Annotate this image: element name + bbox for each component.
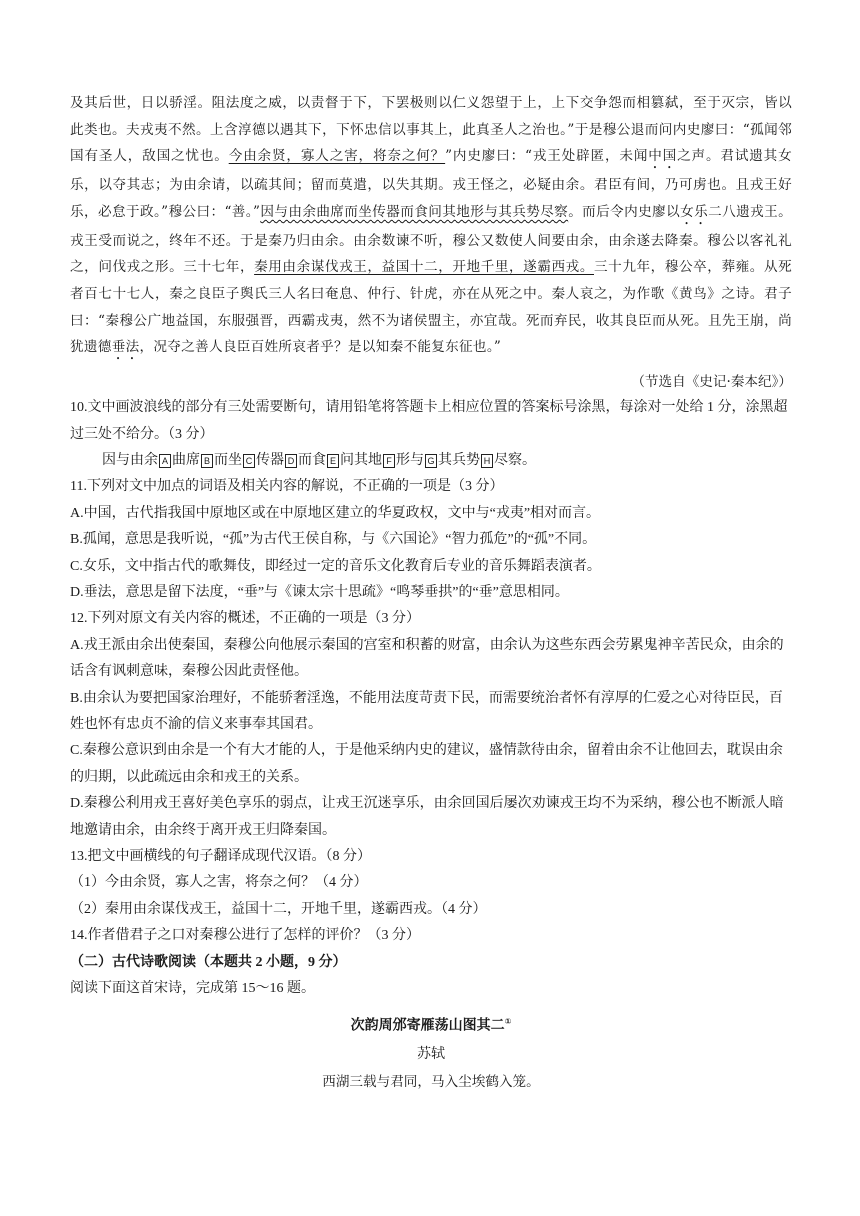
- question-12-option-a: A.戎王派由余出使秦国，秦穆公向他展示秦国的宫室和积蓄的财富，由余认为这些东西会劳累鬼神辛苦民众，由余的话含有讽刺意味，秦穆公因此责怪他。: [70, 637, 784, 680]
- answer-box-b[interactable]: B: [201, 454, 213, 468]
- passage-source: （节选自《史记·秦本纪》）: [631, 374, 792, 391]
- poem-line-1: 西湖三载与君同，马入尘埃鹤入笼。: [322, 1074, 540, 1091]
- question-11-stem: 11.下列对文中加点的词语及相关内容的解说，不正确的一项是（3 分）: [70, 479, 504, 495]
- question-11-option-c: C.女乐，文中指古代的歌舞伎，即经过一定的音乐文化教育后专业的音乐舞蹈表演者。: [70, 558, 601, 574]
- section-2-intro: 阅读下面这首宋诗，完成第 15～16 题。: [70, 981, 315, 997]
- question-12-option-b: B.由余认为要把国家治理好，不能骄奢淫逸，不能用法度苛责下民，而需要统治者怀有淳厚的仁爱之心对待臣民，百姓也怀有忠贞不渝的信义来事奉其国君。: [70, 690, 783, 733]
- question-11-option-d: D.垂法，意思是留下法度，“垂”与《谏太宗十思疏》“鸣琴垂拱”的“垂”意思相同。: [70, 585, 569, 600]
- question-10-stem: 10.文中画波浪线的部分有三处需要断句，请用铅笔将答题卡上相应位置的答案标号涂黑，每涂对一处给 1 分，涂黑超过三处不给分。（3 分）: [70, 400, 788, 442]
- question-13-item-2: （2）秦用由余谋伐戎王，益国十二，开地千里，遂霸西戎。（4 分）: [70, 901, 487, 917]
- question-14-stem: 14.作者借君子之口对秦穆公进行了怎样的评价？（3 分）: [70, 928, 420, 944]
- classical-passage: [70, 90, 792, 395]
- answer-box-e[interactable]: E: [327, 454, 339, 468]
- question-10-sentence: 因与由余 A 曲席 B 而坐 C 传器 D 而食 E 问其地 F 形与 G 其兵势 H 尽察。: [102, 452, 536, 468]
- question-13-stem: 13.把文中画横线的句子翻译成现代汉语。（8 分）: [70, 849, 371, 865]
- question-12-option-c: C.秦穆公意识到由余是一个有大才能的人，于是他采纳内史的建议，盛情款待由余，留着由余不让他回去，耽误由余的归期，以此疏远由余和戎王的关系。: [70, 743, 783, 785]
- question-11-option-b: B.孤闻，意思是我听说，“孤”为古代王侯自称，与《六国论》“智力孤危”的“孤”不同。: [70, 532, 597, 548]
- exam-page: [70, 90, 792, 1096]
- underlined-sentence-2: 秦用由余谋伐戎王，益国十二，开地千里，遂霸西戎。: [254, 259, 594, 276]
- answer-box-d[interactable]: D: [285, 454, 297, 468]
- questions: [70, 395, 792, 1002]
- dotted-word-zhongguo: 中国: [648, 148, 678, 165]
- question-12-option-d: D.秦穆公利用戎王喜好美色享乐的弱点，让戎王沉迷享乐，由余回国后屡次劝谏戎王均不为采纳，穆公也不断派人暗地邀请由余，由余终于离开戎王归降秦国。: [70, 796, 784, 838]
- answer-box-a[interactable]: A: [159, 454, 171, 468]
- question-12-stem: 12.下列对原文有关内容的概述，不正确的一项是（3 分）: [70, 611, 420, 627]
- wavy-underlined-passage: 因与由余曲席而坐传器而食问其地形与其兵势尽察: [260, 203, 569, 220]
- poem-title: 次韵周邠寄雁荡山图其二①: [350, 1016, 512, 1034]
- dotted-word-chuifa: 垂法: [111, 339, 140, 356]
- answer-box-f[interactable]: F: [383, 454, 395, 468]
- underlined-sentence-1: 今由余贤，寡人之害，将奈之何？: [228, 148, 446, 165]
- question-13-item-1: （1）今由余贤，寡人之害，将奈之何？（4 分）: [70, 875, 368, 891]
- answer-box-g[interactable]: G: [425, 454, 437, 468]
- answer-box-c[interactable]: C: [243, 454, 255, 468]
- section-2-heading: （二）古代诗歌阅读（本题共 2 小题，9 分）: [70, 954, 347, 970]
- poem-author: 苏轼: [417, 1046, 445, 1063]
- answer-box-h[interactable]: H: [481, 454, 493, 468]
- question-11-option-a: A.中国，古代指我国中原地区或在中原地区建立的华夏政权，文中与“戎夷”相对而言。: [70, 505, 601, 521]
- passage-paragraph: 及其后世，日以骄淫。阻法度之威，以责督于下，下罢极则以仁义怨望于上，上下交争怨而相篡弑，至于灭宗，皆以此类也。夫戎夷不然。上含淳德以遇其下，下怀忠信以事其上，此真圣人之治也。”于是穆公退而问内史廖曰：“孤闻邻国有圣人，敌国之忧也。今由余贤，寡人之害，将奈之何？”内史廖曰：“戎王处辟匿，未闻中国之声。君试遗其女乐，以夺其志；为由余请，以疏其间；留而莫遣，以失其期。戎王怪之，必疑由余。君臣有间，乃可虏也。且戎王好乐，必怠于政。”穆公曰：“善。”因与由余曲席而坐传器而食问其地形与其兵势尽察。而后令内史廖以女乐二八遗戎王。戎王受而说之，终年不还。于是秦乃归由余。由余数谏不听，穆公又数使人间要由余，由余遂去降秦。穆公以客礼礼之，问伐戎之形。三十七年，秦用由余谋伐戎王，益国十二，开地千里，遂霸西戎。三十九年，穆公卒，葬雍。从死者百七十七人，秦之良臣子舆氏三人名曰奄息、仲行、针虎，亦在从死之中。秦人哀之，为作歌《黄鸟》之诗。君子曰：“秦穆公广地益国，东服强晋，西霸戎夷，然不为诸侯盟主，亦宜哉。死而弃民，收其良臣而从死。且先王崩，尚犹遗德垂法，况夺之善人良臣百姓所哀者乎？是以知秦不能复东征也。”: [70, 95, 792, 356]
- footnote-mark: ①: [504, 1016, 512, 1026]
- dotted-word-nvyue: 女乐: [680, 203, 709, 220]
